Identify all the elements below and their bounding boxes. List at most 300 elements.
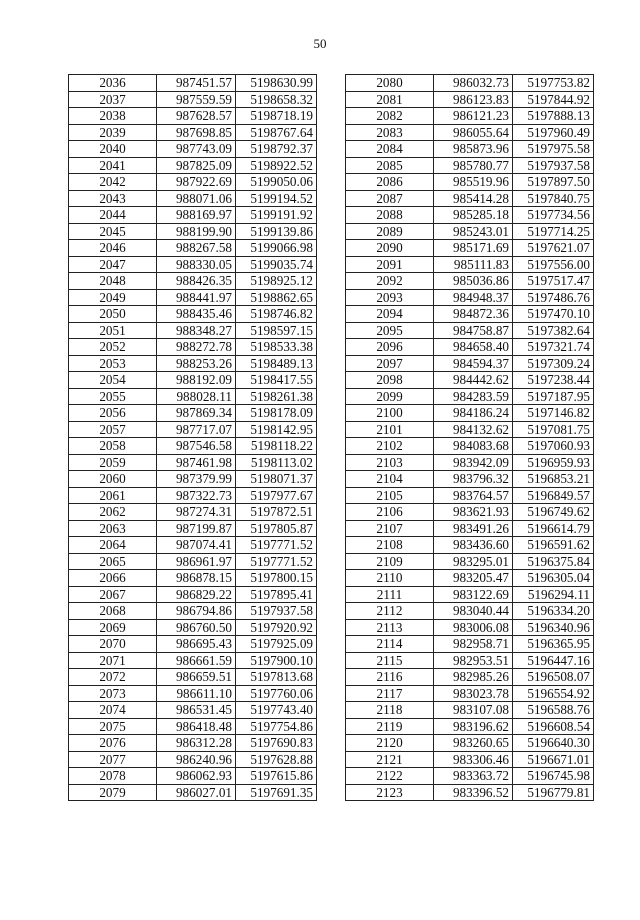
table-row xyxy=(346,108,594,125)
x-coordinate-cell: 984658.40 xyxy=(434,339,513,356)
table-row xyxy=(346,702,594,719)
x-coordinate-cell: 986878.15 xyxy=(157,570,236,587)
y-coordinate-cell: 5196745.98 xyxy=(513,768,594,785)
table-row xyxy=(346,339,594,356)
table-row xyxy=(346,141,594,158)
x-coordinate-cell: 983122.69 xyxy=(434,586,513,603)
table-row xyxy=(69,174,317,191)
y-coordinate-cell: 5197187.95 xyxy=(513,388,594,405)
x-coordinate-cell: 988426.35 xyxy=(157,273,236,290)
point-number-cell: 2120 xyxy=(346,735,434,752)
x-coordinate-cell: 986611.10 xyxy=(157,685,236,702)
x-coordinate-cell: 984872.36 xyxy=(434,306,513,323)
x-coordinate-cell: 985171.69 xyxy=(434,240,513,257)
point-number-cell: 2097 xyxy=(346,355,434,372)
x-coordinate-cell: 983621.93 xyxy=(434,504,513,521)
y-coordinate-cell: 5197081.75 xyxy=(513,421,594,438)
point-number-cell: 2071 xyxy=(69,652,157,669)
x-coordinate-cell: 986123.83 xyxy=(434,91,513,108)
point-number-cell: 2057 xyxy=(69,421,157,438)
point-number-cell: 2040 xyxy=(69,141,157,158)
table-row xyxy=(346,504,594,521)
y-coordinate-cell: 5198767.64 xyxy=(236,124,317,141)
x-coordinate-cell: 986659.51 xyxy=(157,669,236,686)
y-coordinate-cell: 5199035.74 xyxy=(236,256,317,273)
x-coordinate-cell: 987628.57 xyxy=(157,108,236,125)
x-coordinate-cell: 987379.99 xyxy=(157,471,236,488)
table-row xyxy=(69,438,317,455)
x-coordinate-cell: 986794.86 xyxy=(157,603,236,620)
x-coordinate-cell: 983306.46 xyxy=(434,751,513,768)
y-coordinate-cell: 5198178.09 xyxy=(236,405,317,422)
point-number-cell: 2049 xyxy=(69,289,157,306)
x-coordinate-cell: 987717.07 xyxy=(157,421,236,438)
y-coordinate-cell: 5197470.10 xyxy=(513,306,594,323)
point-number-cell: 2101 xyxy=(346,421,434,438)
point-number-cell: 2086 xyxy=(346,174,434,191)
table-row xyxy=(69,372,317,389)
point-number-cell: 2055 xyxy=(69,388,157,405)
point-number-cell: 2113 xyxy=(346,619,434,636)
y-coordinate-cell: 5199139.86 xyxy=(236,223,317,240)
x-coordinate-cell: 984594.37 xyxy=(434,355,513,372)
table-row xyxy=(69,273,317,290)
y-coordinate-cell: 5197840.75 xyxy=(513,190,594,207)
table-row xyxy=(69,735,317,752)
point-number-cell: 2122 xyxy=(346,768,434,785)
x-coordinate-cell: 983436.60 xyxy=(434,537,513,554)
x-coordinate-cell: 985780.77 xyxy=(434,157,513,174)
point-number-cell: 2080 xyxy=(346,75,434,92)
y-coordinate-cell: 5196334.20 xyxy=(513,603,594,620)
point-number-cell: 2078 xyxy=(69,768,157,785)
x-coordinate-cell: 986062.93 xyxy=(157,768,236,785)
x-coordinate-cell: 987743.09 xyxy=(157,141,236,158)
table-row xyxy=(69,619,317,636)
table-row xyxy=(69,421,317,438)
y-coordinate-cell: 5196640.30 xyxy=(513,735,594,752)
y-coordinate-cell: 5197897.50 xyxy=(513,174,594,191)
table-row xyxy=(346,223,594,240)
point-number-cell: 2085 xyxy=(346,157,434,174)
table-row xyxy=(346,190,594,207)
x-coordinate-cell: 983260.65 xyxy=(434,735,513,752)
y-coordinate-cell: 5198118.22 xyxy=(236,438,317,455)
point-number-cell: 2046 xyxy=(69,240,157,257)
x-coordinate-cell: 986032.73 xyxy=(434,75,513,92)
y-coordinate-cell: 5197734.56 xyxy=(513,207,594,224)
y-coordinate-cell: 5197691.35 xyxy=(236,784,317,801)
table-row xyxy=(69,124,317,141)
table-row xyxy=(346,322,594,339)
y-coordinate-cell: 5197813.68 xyxy=(236,669,317,686)
table-row xyxy=(69,190,317,207)
x-coordinate-cell: 985519.96 xyxy=(434,174,513,191)
point-number-cell: 2105 xyxy=(346,487,434,504)
point-number-cell: 2060 xyxy=(69,471,157,488)
point-number-cell: 2106 xyxy=(346,504,434,521)
table-row xyxy=(69,487,317,504)
table-row xyxy=(69,586,317,603)
x-coordinate-cell: 987559.59 xyxy=(157,91,236,108)
point-number-cell: 2118 xyxy=(346,702,434,719)
x-coordinate-cell: 988071.06 xyxy=(157,190,236,207)
point-number-cell: 2117 xyxy=(346,685,434,702)
table-row xyxy=(346,207,594,224)
point-number-cell: 2039 xyxy=(69,124,157,141)
table-row xyxy=(69,685,317,702)
table-row xyxy=(346,619,594,636)
table-row xyxy=(69,471,317,488)
table-row xyxy=(346,751,594,768)
y-coordinate-cell: 5197146.82 xyxy=(513,405,594,422)
y-coordinate-cell: 5198792.37 xyxy=(236,141,317,158)
point-number-cell: 2114 xyxy=(346,636,434,653)
y-coordinate-cell: 5197309.24 xyxy=(513,355,594,372)
x-coordinate-cell: 988267.58 xyxy=(157,240,236,257)
point-number-cell: 2095 xyxy=(346,322,434,339)
y-coordinate-cell: 5196849.57 xyxy=(513,487,594,504)
x-coordinate-cell: 985873.96 xyxy=(434,141,513,158)
y-coordinate-cell: 5199050.06 xyxy=(236,174,317,191)
x-coordinate-cell: 988253.26 xyxy=(157,355,236,372)
point-number-cell: 2094 xyxy=(346,306,434,323)
y-coordinate-cell: 5197753.82 xyxy=(513,75,594,92)
y-coordinate-cell: 5197743.40 xyxy=(236,702,317,719)
table-row xyxy=(346,735,594,752)
point-number-cell: 2042 xyxy=(69,174,157,191)
y-coordinate-cell: 5196959.93 xyxy=(513,454,594,471)
table-row xyxy=(346,75,594,92)
point-number-cell: 2107 xyxy=(346,520,434,537)
x-coordinate-cell: 988272.78 xyxy=(157,339,236,356)
table-row xyxy=(346,718,594,735)
y-coordinate-cell: 5198597.15 xyxy=(236,322,317,339)
x-coordinate-cell: 986121.23 xyxy=(434,108,513,125)
y-coordinate-cell: 5198746.82 xyxy=(236,306,317,323)
x-coordinate-cell: 983764.57 xyxy=(434,487,513,504)
point-number-cell: 2102 xyxy=(346,438,434,455)
x-coordinate-cell: 986027.01 xyxy=(157,784,236,801)
table-row xyxy=(346,174,594,191)
y-coordinate-cell: 5196365.95 xyxy=(513,636,594,653)
table-row xyxy=(346,520,594,537)
y-coordinate-cell: 5197925.09 xyxy=(236,636,317,653)
table-row xyxy=(69,157,317,174)
x-coordinate-cell: 983491.26 xyxy=(434,520,513,537)
point-number-cell: 2062 xyxy=(69,504,157,521)
point-number-cell: 2104 xyxy=(346,471,434,488)
x-coordinate-cell: 987698.85 xyxy=(157,124,236,141)
table-row xyxy=(69,570,317,587)
y-coordinate-cell: 5196447.16 xyxy=(513,652,594,669)
y-coordinate-cell: 5196591.62 xyxy=(513,537,594,554)
table-row xyxy=(69,322,317,339)
x-coordinate-cell: 983196.62 xyxy=(434,718,513,735)
point-number-cell: 2072 xyxy=(69,669,157,686)
x-coordinate-cell: 988330.05 xyxy=(157,256,236,273)
table-row xyxy=(346,306,594,323)
point-number-cell: 2083 xyxy=(346,124,434,141)
y-coordinate-cell: 5197872.51 xyxy=(236,504,317,521)
point-number-cell: 2079 xyxy=(69,784,157,801)
point-number-cell: 2098 xyxy=(346,372,434,389)
point-number-cell: 2088 xyxy=(346,207,434,224)
y-coordinate-cell: 5198718.19 xyxy=(236,108,317,125)
x-coordinate-cell: 984442.62 xyxy=(434,372,513,389)
table-row xyxy=(69,669,317,686)
x-coordinate-cell: 986695.43 xyxy=(157,636,236,653)
point-number-cell: 2037 xyxy=(69,91,157,108)
table-row xyxy=(346,438,594,455)
x-coordinate-cell: 986829.22 xyxy=(157,586,236,603)
table-row xyxy=(346,240,594,257)
y-coordinate-cell: 5196508.07 xyxy=(513,669,594,686)
point-number-cell: 2108 xyxy=(346,537,434,554)
x-coordinate-cell: 982958.71 xyxy=(434,636,513,653)
y-coordinate-cell: 5196671.01 xyxy=(513,751,594,768)
y-coordinate-cell: 5197621.07 xyxy=(513,240,594,257)
point-number-cell: 2050 xyxy=(69,306,157,323)
y-coordinate-cell: 5198261.38 xyxy=(236,388,317,405)
x-coordinate-cell: 983107.08 xyxy=(434,702,513,719)
y-coordinate-cell: 5199194.52 xyxy=(236,190,317,207)
point-number-cell: 2054 xyxy=(69,372,157,389)
table-row xyxy=(69,718,317,735)
x-coordinate-cell: 986531.45 xyxy=(157,702,236,719)
point-number-cell: 2111 xyxy=(346,586,434,603)
x-coordinate-cell: 982953.51 xyxy=(434,652,513,669)
x-coordinate-cell: 988441.97 xyxy=(157,289,236,306)
y-coordinate-cell: 5199066.98 xyxy=(236,240,317,257)
y-coordinate-cell: 5196853.21 xyxy=(513,471,594,488)
point-number-cell: 2056 xyxy=(69,405,157,422)
point-number-cell: 2065 xyxy=(69,553,157,570)
x-coordinate-cell: 987461.98 xyxy=(157,454,236,471)
y-coordinate-cell: 5197517.47 xyxy=(513,273,594,290)
y-coordinate-cell: 5198142.95 xyxy=(236,421,317,438)
y-coordinate-cell: 5197615.86 xyxy=(236,768,317,785)
table-row xyxy=(69,108,317,125)
point-number-cell: 2073 xyxy=(69,685,157,702)
x-coordinate-cell: 984758.87 xyxy=(434,322,513,339)
x-coordinate-cell: 987322.73 xyxy=(157,487,236,504)
x-coordinate-cell: 987274.31 xyxy=(157,504,236,521)
table-row xyxy=(346,421,594,438)
x-coordinate-cell: 984283.59 xyxy=(434,388,513,405)
table-row xyxy=(69,537,317,554)
x-coordinate-cell: 985414.28 xyxy=(434,190,513,207)
x-coordinate-cell: 986055.64 xyxy=(434,124,513,141)
x-coordinate-cell: 988199.90 xyxy=(157,223,236,240)
point-number-cell: 2038 xyxy=(69,108,157,125)
x-coordinate-cell: 988435.46 xyxy=(157,306,236,323)
point-number-cell: 2058 xyxy=(69,438,157,455)
y-coordinate-cell: 5197760.06 xyxy=(236,685,317,702)
y-coordinate-cell: 5197920.92 xyxy=(236,619,317,636)
coordinates-table-left xyxy=(68,74,317,801)
y-coordinate-cell: 5196608.54 xyxy=(513,718,594,735)
coordinates-table-right xyxy=(345,74,594,801)
table-row xyxy=(346,586,594,603)
table-row xyxy=(69,751,317,768)
y-coordinate-cell: 5198533.38 xyxy=(236,339,317,356)
point-number-cell: 2063 xyxy=(69,520,157,537)
table-row xyxy=(346,669,594,686)
table-row xyxy=(346,636,594,653)
table-row xyxy=(346,124,594,141)
table-row xyxy=(346,355,594,372)
y-coordinate-cell: 5197937.58 xyxy=(513,157,594,174)
x-coordinate-cell: 986240.96 xyxy=(157,751,236,768)
table-row xyxy=(346,388,594,405)
y-coordinate-cell: 5197844.92 xyxy=(513,91,594,108)
y-coordinate-cell: 5196614.79 xyxy=(513,520,594,537)
point-number-cell: 2103 xyxy=(346,454,434,471)
y-coordinate-cell: 5198630.99 xyxy=(236,75,317,92)
y-coordinate-cell: 5196779.81 xyxy=(513,784,594,801)
x-coordinate-cell: 987869.34 xyxy=(157,405,236,422)
x-coordinate-cell: 984132.62 xyxy=(434,421,513,438)
y-coordinate-cell: 5197975.58 xyxy=(513,141,594,158)
point-number-cell: 2076 xyxy=(69,735,157,752)
y-coordinate-cell: 5196554.92 xyxy=(513,685,594,702)
table-row xyxy=(69,768,317,785)
table-row xyxy=(346,553,594,570)
point-number-cell: 2041 xyxy=(69,157,157,174)
y-coordinate-cell: 5196305.04 xyxy=(513,570,594,587)
point-number-cell: 2096 xyxy=(346,339,434,356)
y-coordinate-cell: 5197937.58 xyxy=(236,603,317,620)
x-coordinate-cell: 983396.52 xyxy=(434,784,513,801)
x-coordinate-cell: 988169.97 xyxy=(157,207,236,224)
table-row xyxy=(346,256,594,273)
y-coordinate-cell: 5196340.96 xyxy=(513,619,594,636)
y-coordinate-cell: 5197754.86 xyxy=(236,718,317,735)
table-row xyxy=(69,289,317,306)
table-row xyxy=(69,339,317,356)
x-coordinate-cell: 983295.01 xyxy=(434,553,513,570)
table-row xyxy=(69,141,317,158)
y-coordinate-cell: 5197960.49 xyxy=(513,124,594,141)
y-coordinate-cell: 5196375.84 xyxy=(513,553,594,570)
point-number-cell: 2066 xyxy=(69,570,157,587)
point-number-cell: 2123 xyxy=(346,784,434,801)
table-row xyxy=(69,702,317,719)
y-coordinate-cell: 5198489.13 xyxy=(236,355,317,372)
table-row xyxy=(69,504,317,521)
point-number-cell: 2070 xyxy=(69,636,157,653)
x-coordinate-cell: 984186.24 xyxy=(434,405,513,422)
x-coordinate-cell: 985243.01 xyxy=(434,223,513,240)
point-number-cell: 2061 xyxy=(69,487,157,504)
x-coordinate-cell: 986418.48 xyxy=(157,718,236,735)
y-coordinate-cell: 5199191.92 xyxy=(236,207,317,224)
table-row xyxy=(346,487,594,504)
point-number-cell: 2053 xyxy=(69,355,157,372)
point-number-cell: 2044 xyxy=(69,207,157,224)
point-number-cell: 2119 xyxy=(346,718,434,735)
x-coordinate-cell: 986312.28 xyxy=(157,735,236,752)
y-coordinate-cell: 5198862.65 xyxy=(236,289,317,306)
x-coordinate-cell: 985285.18 xyxy=(434,207,513,224)
y-coordinate-cell: 5198925.12 xyxy=(236,273,317,290)
point-number-cell: 2077 xyxy=(69,751,157,768)
table-row xyxy=(69,256,317,273)
table-row xyxy=(346,768,594,785)
point-number-cell: 2048 xyxy=(69,273,157,290)
point-number-cell: 2051 xyxy=(69,322,157,339)
x-coordinate-cell: 988192.09 xyxy=(157,372,236,389)
x-coordinate-cell: 987074.41 xyxy=(157,537,236,554)
x-coordinate-cell: 983040.44 xyxy=(434,603,513,620)
y-coordinate-cell: 5197895.41 xyxy=(236,586,317,603)
table-row xyxy=(69,388,317,405)
x-coordinate-cell: 983796.32 xyxy=(434,471,513,488)
y-coordinate-cell: 5197382.64 xyxy=(513,322,594,339)
y-coordinate-cell: 5197800.15 xyxy=(236,570,317,587)
x-coordinate-cell: 987451.57 xyxy=(157,75,236,92)
x-coordinate-cell: 987546.58 xyxy=(157,438,236,455)
y-coordinate-cell: 5197690.83 xyxy=(236,735,317,752)
y-coordinate-cell: 5197888.13 xyxy=(513,108,594,125)
table-row xyxy=(69,207,317,224)
x-coordinate-cell: 984948.37 xyxy=(434,289,513,306)
table-row xyxy=(69,636,317,653)
point-number-cell: 2043 xyxy=(69,190,157,207)
point-number-cell: 2084 xyxy=(346,141,434,158)
table-row xyxy=(346,91,594,108)
point-number-cell: 2091 xyxy=(346,256,434,273)
point-number-cell: 2074 xyxy=(69,702,157,719)
y-coordinate-cell: 5197238.44 xyxy=(513,372,594,389)
point-number-cell: 2081 xyxy=(346,91,434,108)
point-number-cell: 2092 xyxy=(346,273,434,290)
x-coordinate-cell: 984083.68 xyxy=(434,438,513,455)
y-coordinate-cell: 5197486.76 xyxy=(513,289,594,306)
x-coordinate-cell: 987199.87 xyxy=(157,520,236,537)
table-row xyxy=(346,289,594,306)
table-row xyxy=(69,223,317,240)
point-number-cell: 2059 xyxy=(69,454,157,471)
y-coordinate-cell: 5198658.32 xyxy=(236,91,317,108)
x-coordinate-cell: 983942.09 xyxy=(434,454,513,471)
x-coordinate-cell: 983006.08 xyxy=(434,619,513,636)
table-row xyxy=(69,454,317,471)
table-row xyxy=(69,91,317,108)
point-number-cell: 2075 xyxy=(69,718,157,735)
table-row xyxy=(346,784,594,801)
y-coordinate-cell: 5198922.52 xyxy=(236,157,317,174)
y-coordinate-cell: 5196294.11 xyxy=(513,586,594,603)
point-number-cell: 2069 xyxy=(69,619,157,636)
table-row xyxy=(346,372,594,389)
point-number-cell: 2089 xyxy=(346,223,434,240)
table-row xyxy=(346,454,594,471)
y-coordinate-cell: 5196749.62 xyxy=(513,504,594,521)
table-row xyxy=(69,405,317,422)
x-coordinate-cell: 985036.86 xyxy=(434,273,513,290)
y-coordinate-cell: 5197714.25 xyxy=(513,223,594,240)
point-number-cell: 2047 xyxy=(69,256,157,273)
x-coordinate-cell: 986661.59 xyxy=(157,652,236,669)
x-coordinate-cell: 987825.09 xyxy=(157,157,236,174)
y-coordinate-cell: 5197805.87 xyxy=(236,520,317,537)
y-coordinate-cell: 5197556.00 xyxy=(513,256,594,273)
table-row xyxy=(69,75,317,92)
y-coordinate-cell: 5198417.55 xyxy=(236,372,317,389)
table-row xyxy=(346,273,594,290)
